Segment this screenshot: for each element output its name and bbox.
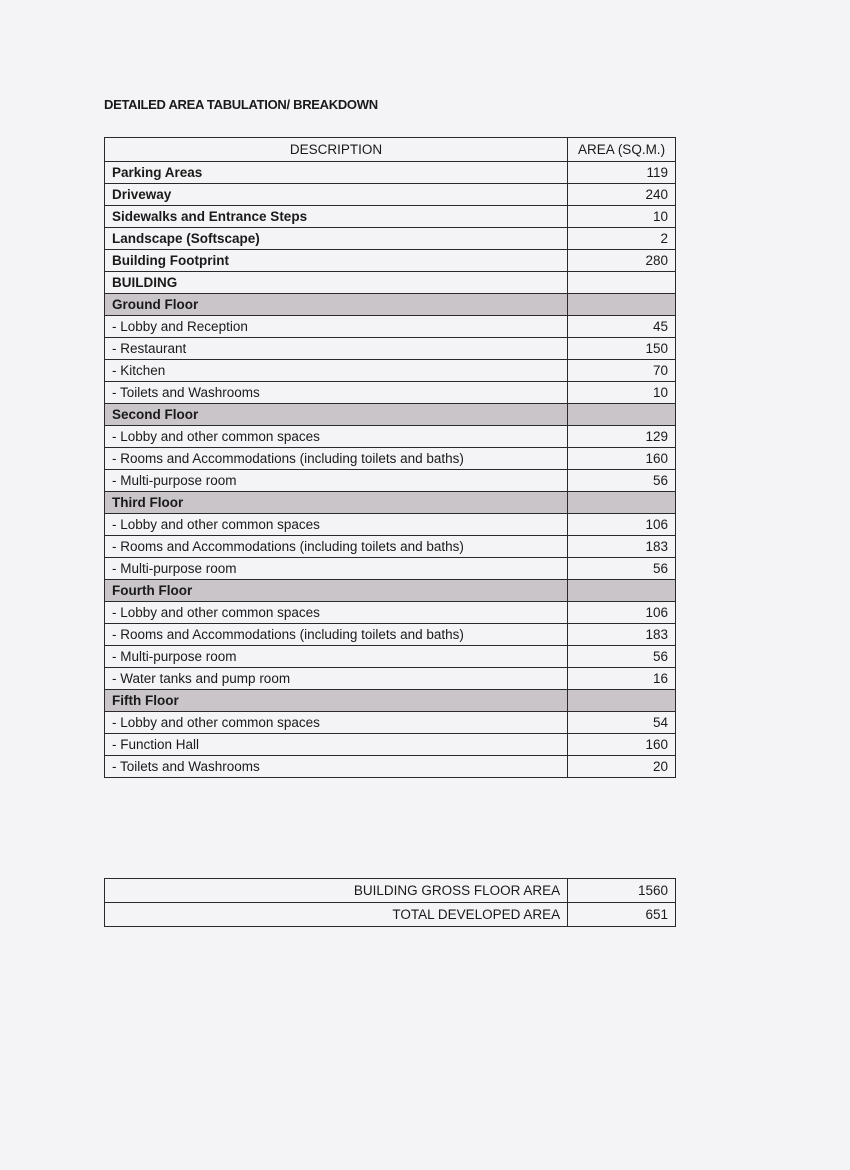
row-description: - Lobby and other common spaces [105, 602, 568, 624]
row-description: Sidewalks and Entrance Steps [105, 206, 568, 228]
row-area: 280 [568, 250, 676, 272]
row-area [568, 272, 676, 294]
table-row [105, 316, 676, 338]
table-header-row [105, 138, 676, 162]
row-area: 150 [568, 338, 676, 360]
table-row [105, 338, 676, 360]
row-description: - Toilets and Washrooms [105, 756, 568, 778]
summary-value: 1560 [568, 879, 676, 903]
table-row [105, 470, 676, 492]
row-area: 183 [568, 624, 676, 646]
row-description: - Water tanks and pump room [105, 668, 568, 690]
table-row [105, 272, 676, 294]
description-header: DESCRIPTION [105, 138, 568, 162]
summary-row [105, 903, 676, 927]
row-description: - Multi-purpose room [105, 558, 568, 580]
row-description: Fifth Floor [105, 690, 568, 712]
area-header: AREA (SQ.M.) [568, 138, 676, 162]
row-description: Fourth Floor [105, 580, 568, 602]
table-row [105, 228, 676, 250]
table-row [105, 734, 676, 756]
summary-label: TOTAL DEVELOPED AREA [105, 903, 568, 927]
row-description: - Rooms and Accommodations (including toilets and baths) [105, 448, 568, 470]
row-description: - Lobby and other common spaces [105, 712, 568, 734]
table-row [105, 536, 676, 558]
row-area: 129 [568, 426, 676, 448]
table-row [105, 206, 676, 228]
row-area: 54 [568, 712, 676, 734]
table-row [105, 426, 676, 448]
row-description: Parking Areas [105, 162, 568, 184]
table-row [105, 712, 676, 734]
floor-section-row [105, 492, 676, 514]
row-area [568, 580, 676, 602]
summary-body [105, 879, 676, 927]
row-area: 10 [568, 206, 676, 228]
row-area [568, 294, 676, 316]
table-row [105, 162, 676, 184]
summary-table [104, 878, 676, 927]
floor-section-row [105, 580, 676, 602]
row-description: Building Footprint [105, 250, 568, 272]
floor-section-row [105, 294, 676, 316]
summary-value: 651 [568, 903, 676, 927]
row-description: Driveway [105, 184, 568, 206]
row-description: - Multi-purpose room [105, 646, 568, 668]
table-row [105, 602, 676, 624]
row-area: 160 [568, 448, 676, 470]
row-area [568, 492, 676, 514]
row-description: - Lobby and Reception [105, 316, 568, 338]
table-row [105, 360, 676, 382]
row-description: Ground Floor [105, 294, 568, 316]
summary-row [105, 879, 676, 903]
row-area: 2 [568, 228, 676, 250]
table-row [105, 382, 676, 404]
table-row [105, 184, 676, 206]
table-row [105, 646, 676, 668]
row-area: 16 [568, 668, 676, 690]
row-area: 45 [568, 316, 676, 338]
table-row [105, 756, 676, 778]
row-description: Second Floor [105, 404, 568, 426]
table-row [105, 250, 676, 272]
row-area: 10 [568, 382, 676, 404]
row-description: - Restaurant [105, 338, 568, 360]
row-description: - Function Hall [105, 734, 568, 756]
row-area: 106 [568, 602, 676, 624]
row-area: 240 [568, 184, 676, 206]
row-description: - Rooms and Accommodations (including toilets and baths) [105, 624, 568, 646]
row-area: 56 [568, 558, 676, 580]
table-row [105, 624, 676, 646]
row-area: 56 [568, 646, 676, 668]
summary-label: BUILDING GROSS FLOOR AREA [105, 879, 568, 903]
row-description: - Lobby and other common spaces [105, 514, 568, 536]
row-area: 183 [568, 536, 676, 558]
page-title: DETAILED AREA TABULATION/ BREAKDOWN [104, 97, 378, 112]
table-row [105, 558, 676, 580]
row-area: 119 [568, 162, 676, 184]
table-row [105, 448, 676, 470]
row-area: 56 [568, 470, 676, 492]
table-body [105, 162, 676, 778]
row-description: BUILDING [105, 272, 568, 294]
row-description: - Multi-purpose room [105, 470, 568, 492]
row-area: 70 [568, 360, 676, 382]
table-row [105, 668, 676, 690]
row-description: - Lobby and other common spaces [105, 426, 568, 448]
area-table [104, 137, 676, 778]
row-description: - Toilets and Washrooms [105, 382, 568, 404]
floor-section-row [105, 404, 676, 426]
row-area [568, 690, 676, 712]
row-area: 20 [568, 756, 676, 778]
table-row [105, 514, 676, 536]
row-area: 160 [568, 734, 676, 756]
row-description: Landscape (Softscape) [105, 228, 568, 250]
row-description: - Kitchen [105, 360, 568, 382]
row-area [568, 404, 676, 426]
row-area: 106 [568, 514, 676, 536]
floor-section-row [105, 690, 676, 712]
row-description: Third Floor [105, 492, 568, 514]
row-description: - Rooms and Accommodations (including toilets and baths) [105, 536, 568, 558]
